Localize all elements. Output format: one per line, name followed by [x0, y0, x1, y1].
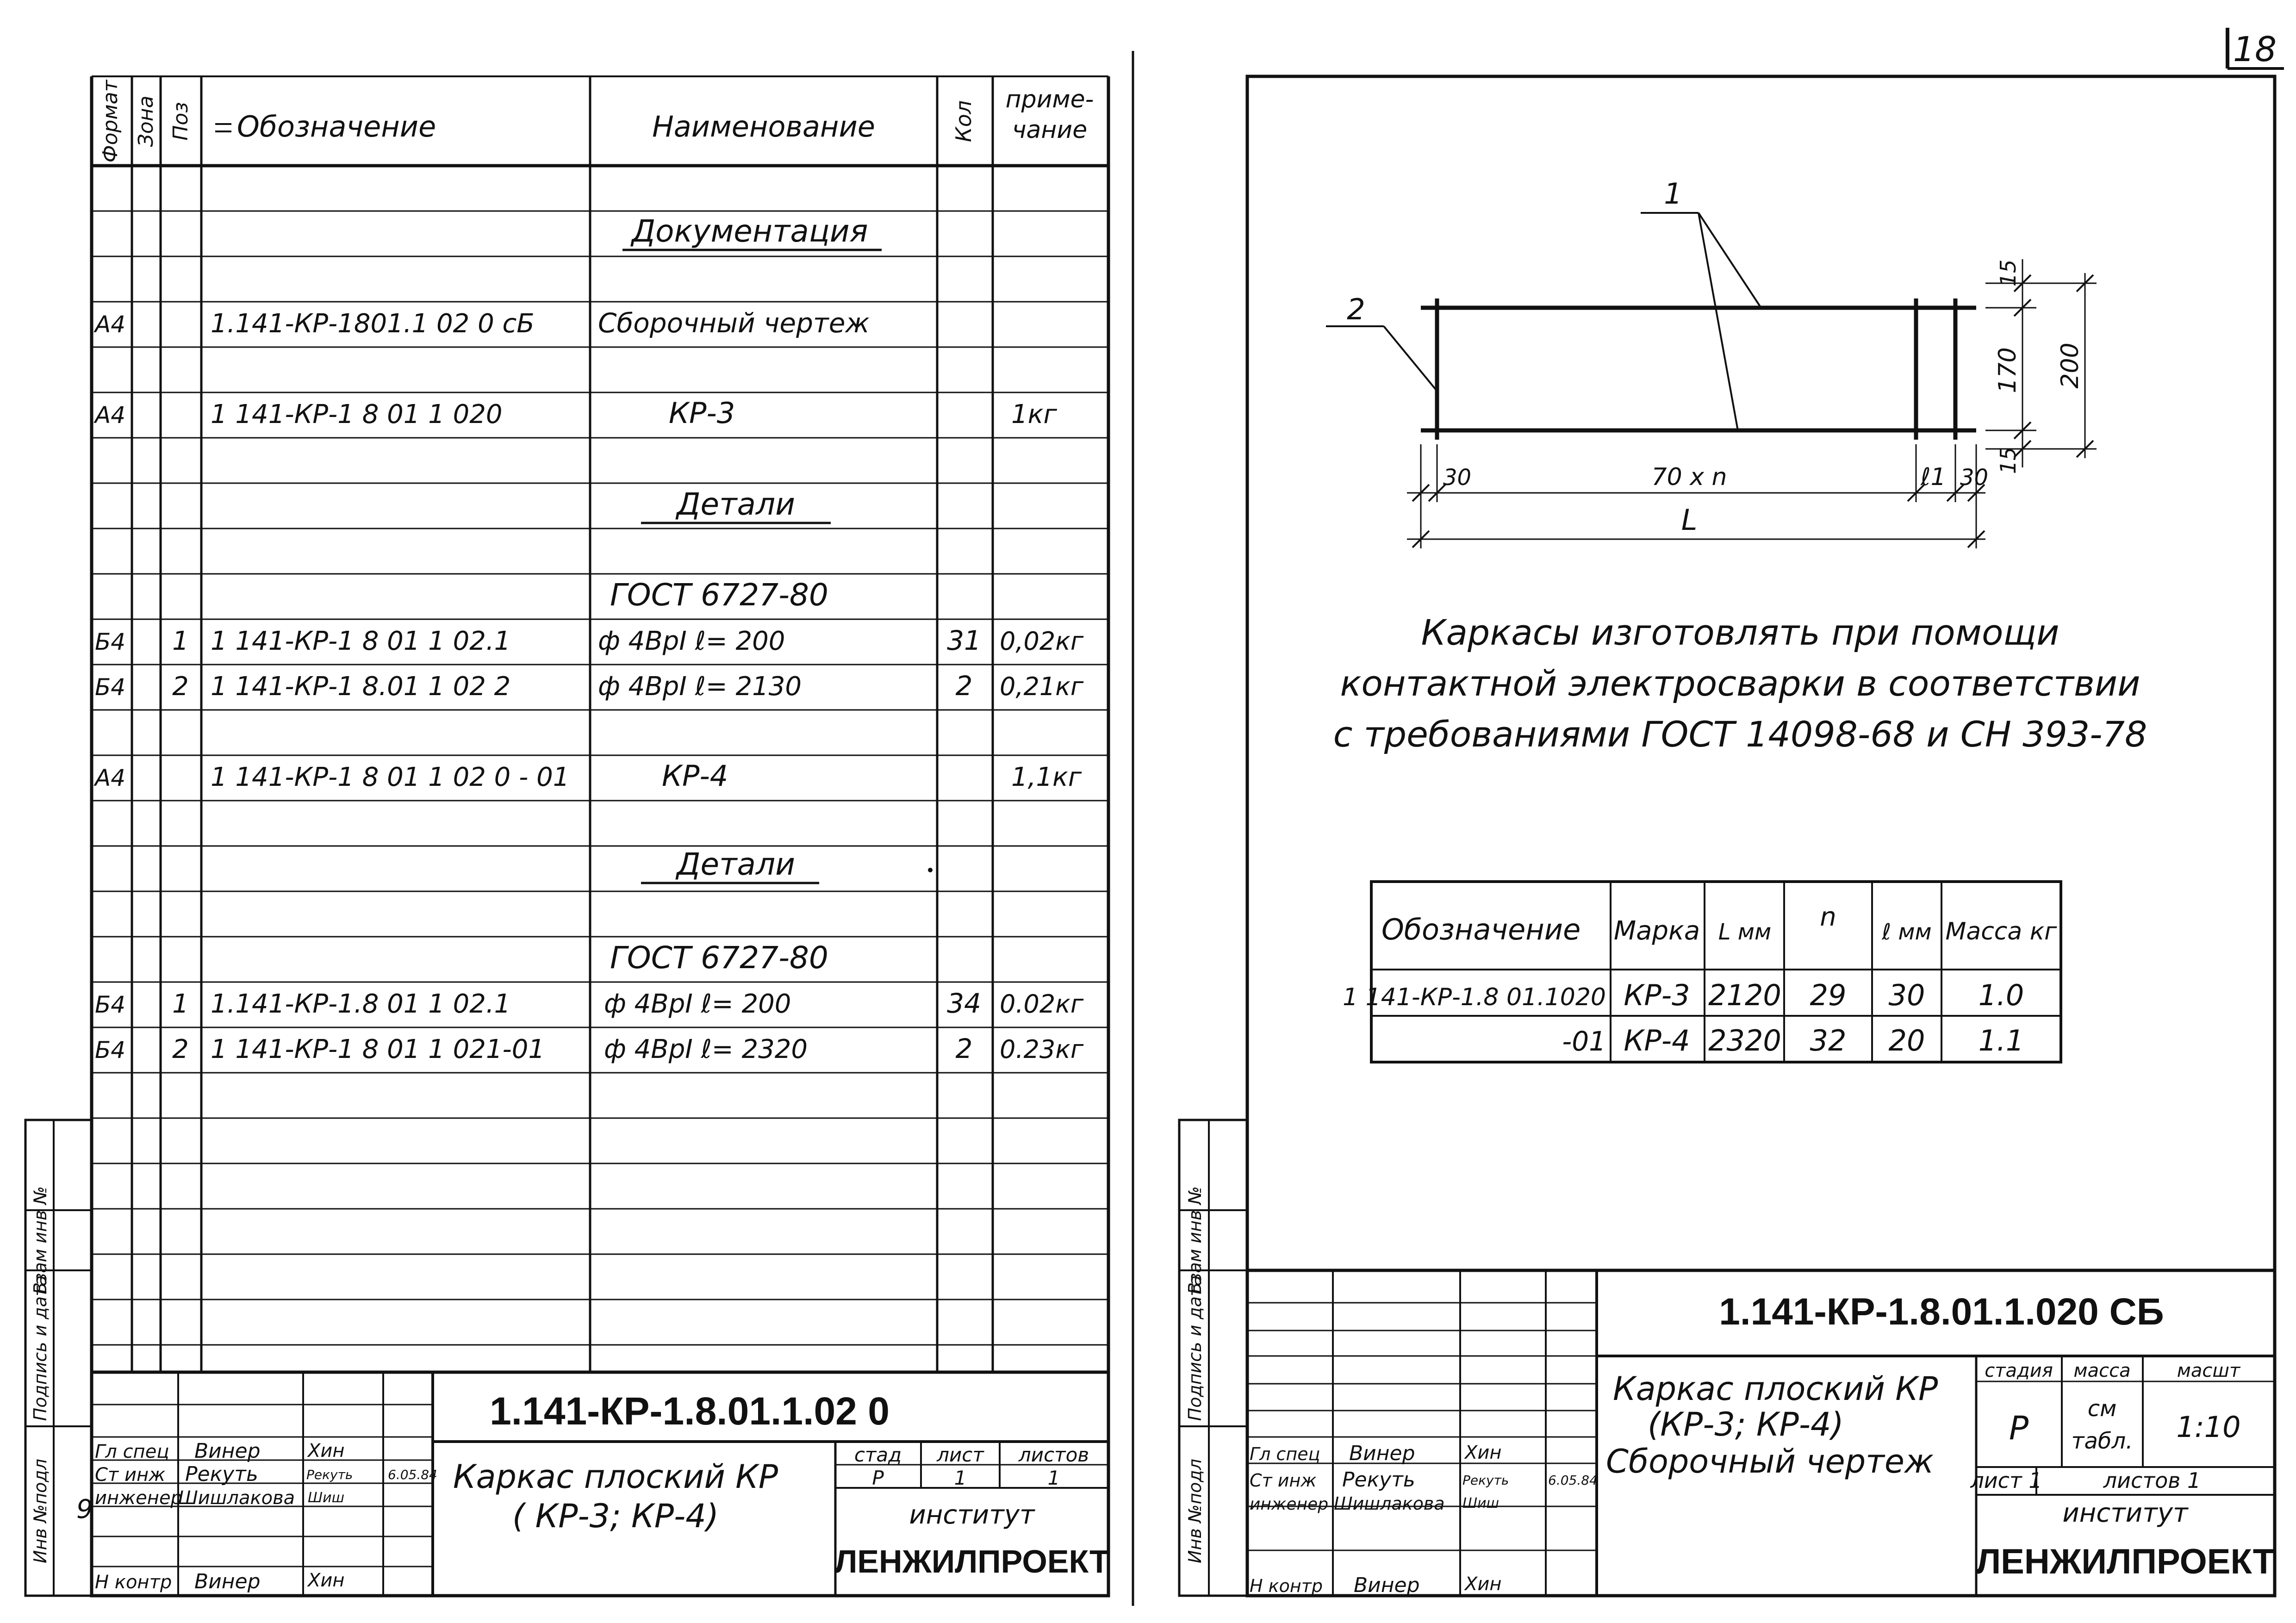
doc-code: 1.141-КР-1.8.01.1.020 СБ — [1719, 1291, 2164, 1333]
sheet-value: 1 — [954, 1467, 967, 1489]
row-designation: 1.141-КР-1801.1 02 0 сБ — [211, 309, 535, 339]
section-details: Детали — [676, 846, 796, 882]
staff-name: Винер — [1354, 1573, 1420, 1597]
dim-30-right: 30 — [1960, 465, 1989, 491]
table-cell: КР-4 — [1624, 1024, 1690, 1057]
row-pos: 1 — [172, 626, 189, 656]
mass-header: масса — [2073, 1360, 2131, 1381]
staff-name: Винер — [194, 1439, 261, 1463]
staff-name: Шишлакова — [1334, 1493, 1445, 1514]
row-format: А4 — [95, 311, 126, 338]
doc-code: 1.141-КР-1.8.01.1.02 0 — [490, 1389, 890, 1433]
staff-signature: Рекуть — [1462, 1473, 1509, 1488]
table-cell: КР-3 — [1624, 978, 1690, 1012]
table-header: Обозначение — [1381, 913, 1581, 946]
row-name: Сборочный чертеж — [598, 307, 870, 339]
scale-value: 1:10 — [2176, 1410, 2241, 1444]
table-cell: 1.0 — [1978, 978, 2024, 1012]
staff-role: инженер — [95, 1487, 182, 1509]
staff-role: Гл спец — [95, 1441, 169, 1462]
section-details: Детали — [676, 486, 796, 522]
drawing-title-1: Каркас плоский КР — [1613, 1370, 1938, 1408]
note-line: контактной электросварки в соответствии — [1340, 663, 2140, 704]
table-header: L мм — [1718, 919, 1772, 945]
header-note-2: чание — [1012, 116, 1088, 144]
dim-30-left: 30 — [1443, 465, 1472, 491]
staff-signature: Хин — [308, 1440, 345, 1461]
table-cell: 2120 — [1708, 978, 1781, 1012]
side-label-inv: Инв №подл — [30, 1459, 50, 1563]
staff-signature: Хин — [1465, 1573, 1502, 1595]
row-designation: 1.141-КР-1.8 01 1 02.1 — [211, 989, 511, 1019]
row-name: КР-4 — [662, 759, 728, 793]
staff-name: Винер — [194, 1570, 261, 1593]
dim-L: L — [1681, 503, 1698, 537]
institute-name: ЛЕНЖИЛПРОЕКТ — [1976, 1542, 2275, 1581]
gost-reference: ГОСТ 6727-80 — [610, 940, 828, 976]
leader-2-label: 2 — [1347, 292, 1365, 326]
row-designation: 1 141-КР-1 8 01 1 020 — [211, 399, 503, 429]
section-documentation: Документация — [631, 213, 868, 249]
institute-label: институт — [909, 1500, 1035, 1530]
row-format: Б4 — [95, 1037, 126, 1063]
row-note: 0,21кг — [1000, 672, 1084, 701]
row-note: 0.23кг — [1000, 1035, 1084, 1064]
row-note: 1,1кг — [1011, 762, 1082, 792]
header-designation: Обозначение — [237, 110, 436, 143]
table-cell: 2320 — [1708, 1024, 1781, 1057]
dim-200: 200 — [2056, 342, 2084, 389]
staff-role: Гл спец — [1250, 1444, 1320, 1464]
row-qty: 34 — [947, 988, 981, 1019]
sheet-header: лист — [937, 1443, 984, 1466]
staff-signature: Хин — [1465, 1442, 1502, 1463]
stage-header: стадия — [1985, 1360, 2053, 1381]
row-format: А4 — [95, 765, 126, 791]
dim-170: 170 — [1994, 347, 2022, 393]
staff-role: Ст инж — [95, 1464, 166, 1486]
staff-signature: Шиш — [1462, 1495, 1500, 1511]
sheets-header: листов — [1018, 1443, 1089, 1466]
header-note-1: приме- — [1005, 86, 1094, 113]
row-format: Б4 — [95, 991, 126, 1018]
header-format: Формат — [99, 80, 122, 163]
header-name: Наименование — [652, 110, 875, 143]
staff-signature: Шиш — [308, 1490, 345, 1506]
note-line: Каркасы изготовлять при помощи — [1421, 612, 2060, 653]
header-zone: Зона — [134, 95, 158, 147]
header-qty: Кол — [951, 100, 976, 143]
sheets-value: 1 — [1047, 1467, 1060, 1489]
stage-header: стад — [854, 1443, 902, 1466]
row-pos: 2 — [172, 672, 189, 702]
row-designation: 1 141-КР-1 8 01 1 02.1 — [211, 626, 511, 656]
side-label-signature: Подпись и дата — [30, 1275, 50, 1421]
row-designation: 1 141-КР-1 8 01 1 02 0 - 01 — [211, 762, 570, 792]
dim-15-top: 15 — [1996, 259, 2021, 287]
row-designation: 1 141-КР-1 8.01 1 02 2 — [211, 672, 511, 702]
staff-role: инженер — [1250, 1495, 1329, 1514]
table-header: ℓ мм — [1882, 919, 1932, 945]
note-line: с требованиями ГОСТ 14098-68 и СН 393-78 — [1333, 714, 2147, 755]
table-cell: 1 141-КР-1.8 01.1020 — [1343, 983, 1606, 1011]
dim-70n: 70 х n — [1651, 463, 1727, 491]
table-cell: 30 — [1888, 978, 1925, 1012]
table-header: n — [1820, 902, 1836, 932]
mass-value-1: см — [2087, 1396, 2117, 1422]
table-cell: 29 — [1810, 978, 1847, 1012]
drawing-title-2: (КР-3; КР-4) — [1648, 1405, 1844, 1443]
row-name: КР-3 — [669, 396, 735, 430]
side-label-inv: Инв №подл — [1185, 1459, 1205, 1563]
sheet-label: лист 1 — [1970, 1468, 2042, 1493]
row-note: 0,02кг — [1000, 627, 1084, 656]
dim-15-bottom: 15 — [1996, 447, 2021, 474]
date: 6.05.84 — [1548, 1473, 1598, 1488]
staff-signature: Хин — [308, 1570, 345, 1591]
page-number: 18 — [2233, 30, 2277, 69]
staff-signature: Рекуть — [306, 1467, 353, 1482]
mass-value-2: табл. — [2071, 1428, 2133, 1454]
fabrication-note — [1333, 612, 2147, 755]
row-designation: 1 141-КР-1 8 01 1 021-01 — [211, 1034, 545, 1064]
drawing-title-1: Каркас плоский КР — [453, 1458, 778, 1496]
row-format: А4 — [95, 402, 126, 429]
drawing-title-2: ( КР-3; КР-4) — [512, 1497, 719, 1535]
stage-value: Р — [2009, 1409, 2029, 1447]
leader-1-label: 1 — [1664, 177, 1682, 211]
side-label-replace: Взам инв № — [1185, 1186, 1205, 1294]
staff-role: Ст инж — [1250, 1470, 1317, 1491]
page-number-box — [2228, 28, 2284, 69]
staff-name: Рекуть — [185, 1462, 258, 1486]
row-name: ф 4ВрI ℓ= 2130 — [598, 672, 802, 702]
row-pos: 2 — [172, 1034, 189, 1064]
institute-label: институт — [2062, 1498, 2188, 1528]
table-cell: 32 — [1810, 1024, 1847, 1057]
side-label-replace: Взам инв № — [30, 1186, 50, 1294]
row-format: Б4 — [95, 674, 126, 701]
staff-name: Рекуть — [1342, 1468, 1415, 1492]
sheets-label: листов 1 — [2103, 1468, 2201, 1493]
table-header: Марка — [1613, 916, 1700, 946]
row-qty: 2 — [955, 670, 973, 702]
row-format: Б4 — [95, 628, 126, 655]
stage-value: Р — [872, 1467, 884, 1489]
institute-name: ЛЕНЖИЛПРОЕКТ — [834, 1543, 1109, 1579]
ink-dot — [928, 868, 933, 872]
table-cell: 20 — [1888, 1024, 1925, 1057]
header-pos: Поз — [169, 102, 193, 141]
row-pos: 1 — [172, 989, 189, 1019]
date: 6.05.84 — [388, 1467, 437, 1482]
table-header: Масса кг — [1945, 918, 2057, 945]
table-cell: 1.1 — [1978, 1024, 2024, 1057]
row-name: ф 4ВрI ℓ= 200 — [604, 989, 791, 1019]
staff-name: Винер — [1349, 1442, 1415, 1465]
staff-name: Шишлакова — [178, 1487, 295, 1509]
row-name: ф 4ВрI ℓ= 2320 — [604, 1034, 808, 1064]
table-cell: -01 — [1562, 1026, 1606, 1057]
scale-header: масшт — [2177, 1360, 2240, 1381]
drawing-title-3: Сборочный чертеж — [1606, 1443, 1934, 1480]
staff-role: Н контр — [95, 1572, 172, 1593]
dim-l1: ℓ1 — [1921, 463, 1946, 491]
side-label-signature: Подпись и дата — [1185, 1275, 1205, 1421]
row-note: 1кг — [1011, 399, 1057, 429]
row-name: ф 4ВрI ℓ= 200 — [598, 626, 785, 656]
row-note: 0.02кг — [1000, 989, 1084, 1019]
staff-role: Н контр — [1250, 1576, 1323, 1596]
row-qty: 2 — [955, 1033, 973, 1064]
ink-mark: 9 — [76, 1494, 93, 1524]
row-qty: 31 — [947, 625, 981, 656]
gost-reference: ГОСТ 6727-80 — [610, 577, 828, 613]
